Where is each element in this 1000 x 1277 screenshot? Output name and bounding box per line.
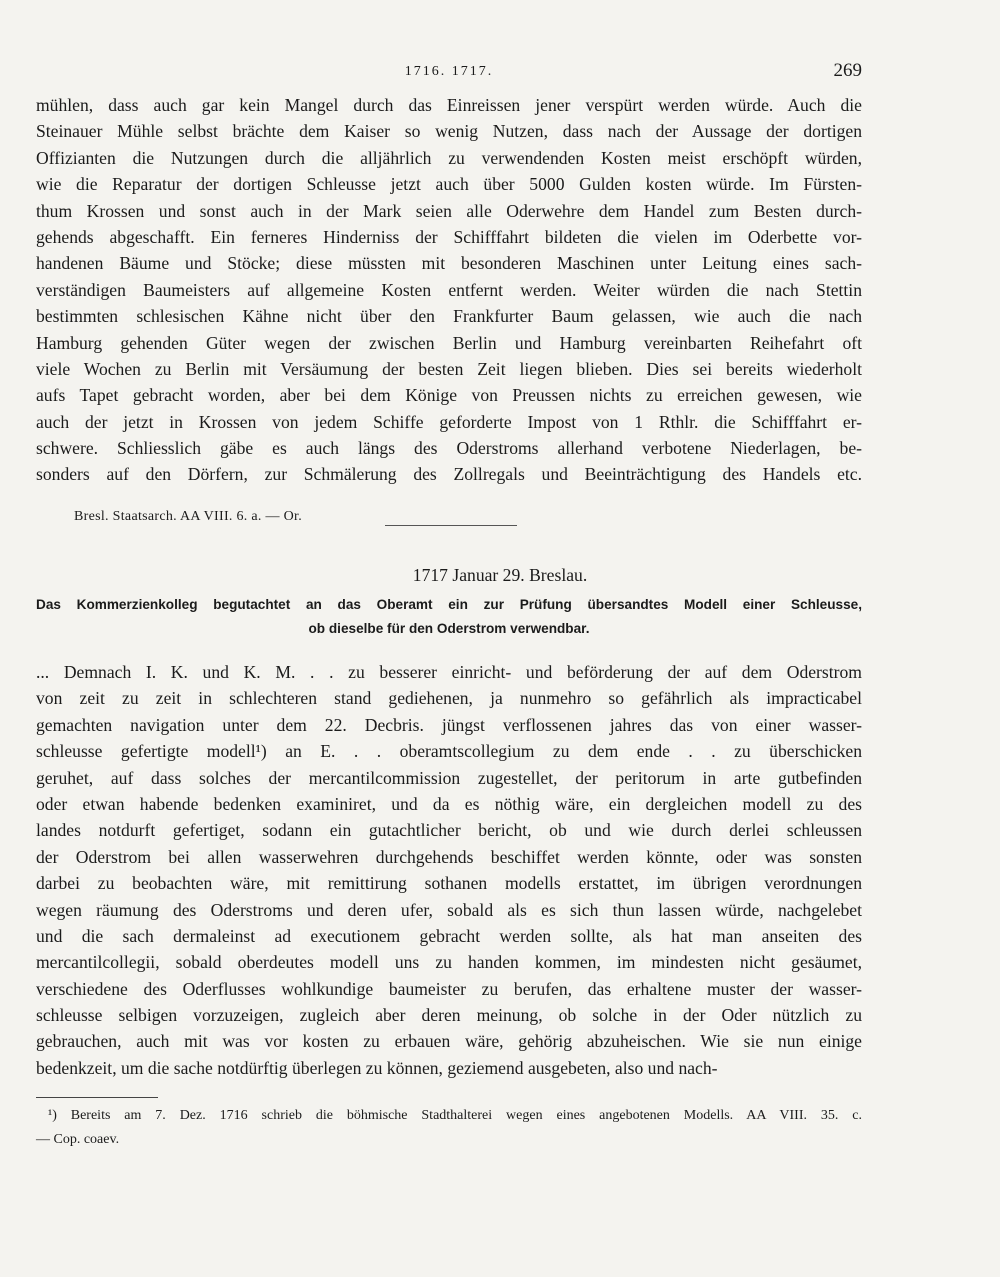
text-line: landes notdurft gefertiget, sodann ein gutachtlicher bericht, ob und wie durch derlei schleussen bbox=[36, 820, 862, 841]
source-note: Bresl. Staatsarch. AA VIII. 6. a. — Or. bbox=[74, 509, 303, 524]
footnote-divider bbox=[36, 1097, 158, 1098]
document-heading: 1717 Januar 29. Breslau. bbox=[412, 565, 588, 585]
text-line: und die sach dermaleinst ad executionem gebracht werden sollte, als hat man anseiten des bbox=[36, 925, 862, 946]
text-line: Offizianten die Nutzungen durch die alljährlich zu verwendenden Kosten meist erschöpft würden, bbox=[36, 147, 862, 168]
text-line: bedenkzeit, um die sache notdürftig überlegen zu können, geziemend ausgebeten, also und nach- bbox=[36, 1057, 718, 1078]
text-line: der Oderstrom bei allen wasserwehren durchgehends beschiffet werden könnte, oder was sonsten bbox=[36, 846, 862, 867]
text-line: sonders auf den Dörfern, zur Schmälerung des Zollregals und Beeinträchtigung des Handels etc. bbox=[36, 464, 862, 485]
section-divider bbox=[385, 525, 517, 526]
text-line: verständigen Baumeisters auf allgemeine Kosten entfernt werden. Weiter würden die nach Stettin bbox=[36, 279, 862, 300]
footnote-line: — Cop. coaev. bbox=[36, 1132, 120, 1147]
text-line: von zeit zu zeit in schlechteren stand gediehenen, ja nunmehro so gefährlich als impracticabel bbox=[36, 688, 862, 709]
text-line: aufs Tapet gebracht worden, aber bei dem Könige von Preussen nichts zu erreichen gewesen, wie bbox=[36, 385, 862, 406]
text-line: schleusse gefertigte modell¹) an E. . . oberamtscollegium zu dem ende . . zu überschicken bbox=[36, 741, 862, 762]
text-line: ... Demnach I. K. und K. M. . . zu besserer einricht- und beförderung der auf dem Oderstrom bbox=[36, 662, 862, 682]
text-line: Steinauer Mühle selbst brächte dem Kaiser so wenig Nutzen, dass nach der Aussage der dortigen bbox=[36, 121, 862, 142]
text-line: schwere. Schliesslich gäbe es auch längs des Oderstroms allerhand verbotene Niederlagen, be- bbox=[36, 438, 862, 459]
summary-line: Das Kommerzienkolleg begutachtet an das Oberamt ein zur Prüfung übersandtes Modell einer Schleusse, bbox=[36, 597, 862, 612]
text-line: verschiedene des Oderflusses wohlkundige baumeister zu berufen, das erhaltene muster der wasser- bbox=[36, 978, 862, 999]
text-line: mercantilcollegii, sobald oberdeutes modell uns zu handen kommen, im mindesten nicht gesäumet, bbox=[36, 952, 862, 973]
text-line: gemachten navigation unter dem 22. Decbris. jüngst verflossenen jahres das von einer wasser- bbox=[36, 714, 862, 735]
text-line: oder etwan habende bedenken examiniret, und da es nöthig wäre, ein dergleichen modell zu des bbox=[36, 793, 862, 814]
text-line: viele Wochen zu Berlin mit Versäumung der besten Zeit liegen blieben. Dies sei bereits wiederholt bbox=[36, 358, 862, 379]
paragraph-2 bbox=[36, 659, 862, 1081]
summary-line: ob dieselbe für den Oderstrom verwendbar. bbox=[308, 621, 590, 636]
text-line: gehends abgeschafft. Ein ferneres Hinderniss der Schifffahrt bildeten die vielen im Oderbette vor- bbox=[36, 226, 862, 247]
text-line: darbei zu beobachten wäre, mit remittirung sothanen modells erstattet, im übrigen verordnungen bbox=[36, 873, 862, 894]
paragraph-1 bbox=[36, 92, 862, 488]
text-line: handenen Bäume und Stöcke; diese müssten mit besonderen Maschinen unter Leitung eines sach- bbox=[36, 253, 862, 274]
page-header bbox=[36, 60, 862, 86]
text-line: auch der jetzt in Krossen von jedem Schiffe geforderte Impost von 1 Rthlr. die Schifffahrt er- bbox=[36, 411, 862, 432]
running-head: 1716. 1717. bbox=[404, 64, 494, 79]
text-line: wie die Reparatur der dortigen Schleusse jetzt auch über 5000 Gulden kosten würde. Im Fürsten- bbox=[36, 174, 862, 195]
text-line: geruhet, auf dass solches der mercantilcommission zugestellet, der peritorum in arte gutbefinden bbox=[36, 767, 862, 788]
text-line: wegen räumung des Oderstroms und deren ufer, sobald als es sich thun lassen würde, nachgelebet bbox=[36, 899, 862, 920]
footnote-line: ¹) Bereits am 7. Dez. 1716 schrieb die böhmische Stadthalterei wegen eines angebotenen Modells. AA VIII. 35. c. bbox=[48, 1108, 862, 1123]
text-line: schleusse selbigen vorzuzeigen, zugleich aber deren meinung, ob solche in der Oder nützlich zu bbox=[36, 1005, 862, 1026]
text-line: Hamburg gehenden Güter wegen der zwischen Berlin und Hamburg vereinbarten Reihefahrt oft bbox=[36, 332, 862, 353]
text-line: gebrauchen, auch mit was vor kosten zu erbauen wäre, gehörig abzuheischen. Wie sie nun einige bbox=[36, 1031, 862, 1052]
text-line: mühlen, dass auch gar kein Mangel durch das Einreissen jener verspürt werden würde. Auch die bbox=[36, 95, 862, 115]
text-line: thum Krossen und sonst auch in der Mark seien alle Oderwehre dem Handel zum Besten durch- bbox=[36, 200, 862, 221]
page-number: 269 bbox=[833, 60, 862, 81]
footnote bbox=[36, 1104, 862, 1152]
text-line: bestimmten schlesischen Kähne nicht über den Frankfurter Baum gelassen, wie auch die nach bbox=[36, 306, 862, 327]
